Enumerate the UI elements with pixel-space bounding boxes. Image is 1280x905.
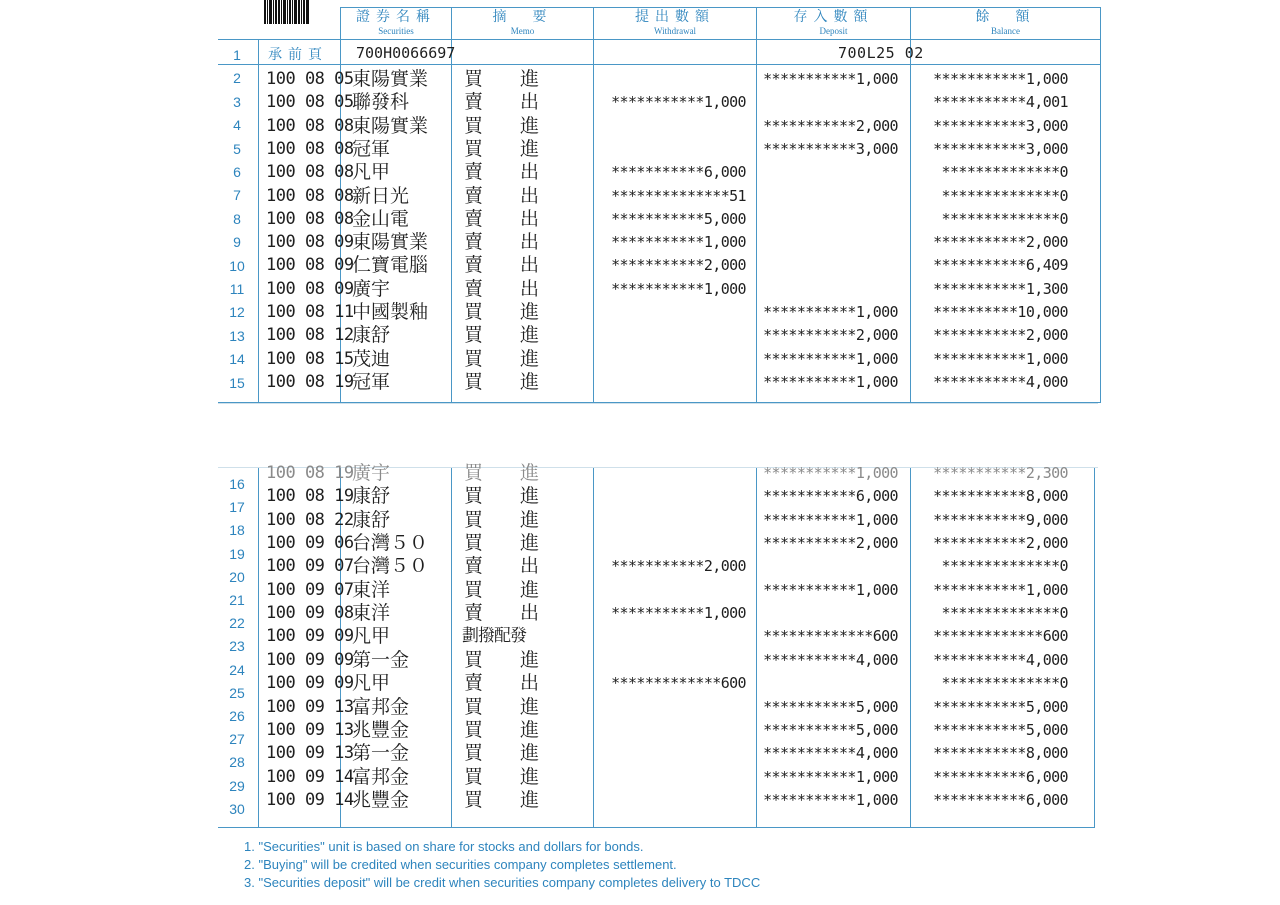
entry-deposit: ***********3,000: [763, 140, 898, 158]
entry-date: 100 09 09: [266, 626, 354, 646]
row-number: 27: [229, 731, 245, 747]
entry-balance: ***********5,000: [933, 698, 1068, 716]
header-securities: [341, 8, 451, 40]
entry-memo-direction: 出: [520, 91, 540, 113]
col-rule-withdrawal: [593, 7, 594, 403]
carry-row-rule: [218, 64, 1101, 65]
entry-memo-action: 買: [464, 68, 484, 90]
row-number: 16: [229, 476, 245, 492]
entry-withdrawal: **************51: [611, 187, 746, 205]
entry-date: 100 09 14: [266, 767, 354, 787]
entry-balance: ***********6,000: [933, 791, 1068, 809]
entry-memo-direction: 進: [520, 742, 540, 764]
entry-balance: ***********1,000: [933, 350, 1068, 368]
entry-memo-direction: 進: [520, 649, 540, 671]
entry-balance: ***********8,000: [933, 487, 1068, 505]
entry-date: 100 09 09: [266, 650, 354, 670]
entry-balance: ***********1,000: [933, 581, 1068, 599]
entry-deposit: ***********1,000: [763, 768, 898, 786]
footnote-1: 1. "Securities" unit is based on share for stocks and dollars for bonds.: [244, 839, 644, 854]
header-deposit-zh: 存入數額: [793, 9, 874, 25]
footer-rule: [218, 827, 1095, 828]
entry-date: 100 09 08: [266, 603, 354, 623]
entry-security: 凡甲: [352, 625, 391, 647]
entry-memo-direction: 進: [520, 371, 540, 393]
entry-withdrawal: ***********6,000: [611, 163, 746, 181]
entry-balance: ***********2,000: [933, 233, 1068, 251]
entry-memo-direction: 進: [520, 509, 540, 531]
header-withdrawal-en: Withdrawal: [653, 26, 697, 36]
entry-balance: ***********4,000: [933, 651, 1068, 669]
entry-memo-direction: 出: [520, 208, 540, 230]
row-number: 4: [233, 117, 241, 133]
row-number: 18: [229, 522, 245, 538]
header-memo-en: Memo: [510, 26, 535, 36]
entry-date: 100 08 05: [266, 92, 354, 112]
entry-date: 100 09 14: [266, 790, 354, 810]
entry-memo-action: 賣: [464, 555, 484, 577]
entry-withdrawal: ***********2,000: [611, 256, 746, 274]
row-number: 14: [229, 351, 245, 367]
entry-memo-action: 賣: [464, 185, 484, 207]
col-rule-withdrawal-lower: [593, 466, 594, 828]
row-number: 28: [229, 754, 245, 770]
entry-security: 台灣５０: [352, 555, 429, 577]
entry-security: 冠軍: [352, 138, 391, 160]
entry-withdrawal: ***********1,000: [611, 280, 746, 298]
entry-deposit: ***********1,000: [763, 464, 898, 482]
entry-date: 100 08 08: [266, 209, 354, 229]
entry-date: 100 09 07: [266, 556, 354, 576]
entry-deposit: ***********1,000: [763, 373, 898, 391]
entry-memo-direction: 出: [520, 254, 540, 276]
entry-memo-action: 買: [464, 532, 484, 554]
row-number: 12: [229, 304, 245, 320]
entry-memo-action: 買: [464, 696, 484, 718]
entry-security: 凡甲: [352, 161, 391, 183]
entry-date: 100 08 11: [266, 302, 354, 322]
col-rule-memo: [451, 7, 452, 403]
entry-security: 仁寶電腦: [352, 254, 429, 276]
entry-security: 新日光: [352, 185, 410, 207]
carry-forward-ref: 700L25 02: [838, 44, 924, 62]
entry-memo-direction: 出: [520, 672, 540, 694]
entry-deposit: ***********1,000: [763, 511, 898, 529]
footnote-3: 3. "Securities deposit" will be credit when securities company completes delivery to TDCC: [244, 875, 761, 890]
footnotes: [244, 838, 760, 892]
entry-balance: ***********3,000: [933, 117, 1068, 135]
entry-memo-direction: 進: [520, 138, 540, 160]
entry-balance: *************600: [933, 627, 1068, 645]
footnote-2: 2. "Buying" will be credited when securities company completes settlement.: [244, 857, 677, 872]
entry-balance: ***********4,000: [933, 373, 1068, 391]
entry-balance: ***********3,000: [933, 140, 1068, 158]
entry-date: 100 08 09: [266, 255, 354, 275]
entry-date: 100 08 09: [266, 279, 354, 299]
header-memo: [452, 8, 593, 40]
entry-date: 100 08 08: [266, 186, 354, 206]
entry-balance: ***********2,000: [933, 534, 1068, 552]
entry-memo-direction: 出: [520, 185, 540, 207]
entry-withdrawal: ***********5,000: [611, 210, 746, 228]
entry-balance: ***********2,300: [933, 464, 1068, 482]
entry-date: 100 09 13: [266, 720, 354, 740]
entry-date: 100 09 06: [266, 533, 354, 553]
entry-date: 100 08 09: [266, 232, 354, 252]
carry-forward-account: 700H0066697: [356, 44, 456, 62]
entry-memo: 劃撥配發: [462, 626, 526, 646]
entry-date: 100 08 19: [266, 463, 354, 483]
entry-memo-direction: 進: [520, 301, 540, 323]
col-rule-deposit-lower: [756, 466, 757, 828]
entry-date: 100 09 13: [266, 743, 354, 763]
entry-memo-action: 買: [464, 766, 484, 788]
entry-balance: **************0: [941, 163, 1068, 181]
entry-deposit: ***********6,000: [763, 487, 898, 505]
row-number: 20: [229, 569, 245, 585]
row-number: 2: [233, 70, 241, 86]
entry-memo-direction: 出: [520, 602, 540, 624]
entry-memo-action: 買: [464, 719, 484, 741]
entry-deposit: ***********5,000: [763, 698, 898, 716]
header-deposit-en: Deposit: [819, 26, 848, 36]
entry-security: 中國製釉: [352, 301, 429, 323]
header-withdrawal: [594, 8, 756, 40]
entry-date: 100 09 09: [266, 673, 354, 693]
row-number: 29: [229, 778, 245, 794]
entry-deposit: *************600: [763, 627, 898, 645]
entry-balance: **************0: [941, 210, 1068, 228]
col-rule-memo-lower: [451, 466, 452, 828]
entry-date: 100 08 05: [266, 69, 354, 89]
entry-security: 第一金: [352, 649, 410, 671]
entry-memo-action: 賣: [464, 254, 484, 276]
entry-security: 台灣５０: [352, 532, 429, 554]
barcode: [264, 0, 318, 24]
entry-security: 金山電: [352, 208, 410, 230]
entry-deposit: ***********2,000: [763, 117, 898, 135]
entry-deposit: ***********5,000: [763, 721, 898, 739]
entry-security: 東洋: [352, 602, 391, 624]
entry-balance: ***********1,300: [933, 280, 1068, 298]
entry-security: 康舒: [352, 485, 391, 507]
entry-withdrawal: ***********1,000: [611, 93, 746, 111]
entry-memo-direction: 出: [520, 555, 540, 577]
row-number: 19: [229, 546, 245, 562]
passbook-fold-gap: [218, 403, 1098, 468]
entry-security: 康舒: [352, 509, 391, 531]
entry-memo-action: 賣: [464, 672, 484, 694]
entry-memo-action: 買: [464, 742, 484, 764]
header-securities-zh: 證券名稱: [356, 9, 436, 25]
entry-memo-direction: 進: [520, 462, 540, 484]
entry-memo-action: 賣: [464, 208, 484, 230]
entry-security: 茂迪: [352, 348, 391, 370]
entry-security: 康舒: [352, 324, 391, 346]
col-rule-rownum: [258, 40, 259, 403]
row-number: 21: [229, 592, 245, 608]
entry-date: 100 09 07: [266, 580, 354, 600]
row-number: 5: [233, 141, 241, 157]
entry-memo-action: 買: [464, 509, 484, 531]
entry-deposit: ***********4,000: [763, 744, 898, 762]
header-balance: [911, 8, 1100, 40]
entry-memo-action: 賣: [464, 231, 484, 253]
row-number: 11: [229, 281, 245, 297]
entry-memo-action: 賣: [464, 602, 484, 624]
col-rule-rownum-lower: [258, 466, 259, 828]
entry-memo-direction: 進: [520, 532, 540, 554]
entry-withdrawal: *************600: [611, 674, 746, 692]
entry-memo-action: 買: [464, 485, 484, 507]
entry-withdrawal: ***********1,000: [611, 233, 746, 251]
entry-deposit: ***********1,000: [763, 303, 898, 321]
entry-memo-direction: 進: [520, 696, 540, 718]
entry-memo-direction: 進: [520, 68, 540, 90]
entry-balance: ***********6,409: [933, 256, 1068, 274]
entry-memo-direction: 進: [520, 324, 540, 346]
header-balance-zh: 餘 額: [975, 9, 1036, 25]
entry-date: 100 08 08: [266, 116, 354, 136]
header-securities-en: Securities: [378, 26, 414, 36]
entry-balance: ***********5,000: [933, 721, 1068, 739]
entry-balance: ***********9,000: [933, 511, 1068, 529]
entry-memo-action: 買: [464, 579, 484, 601]
entry-balance: **************0: [941, 674, 1068, 692]
entry-memo-action: 賣: [464, 161, 484, 183]
row-number: 30: [229, 801, 245, 817]
row-number: 9: [233, 234, 241, 250]
entry-security: 廣宇: [352, 462, 391, 484]
entry-security: 第一金: [352, 742, 410, 764]
entry-withdrawal: ***********1,000: [611, 604, 746, 622]
entry-balance: **************0: [941, 557, 1068, 575]
row-number: 1: [233, 47, 241, 63]
entry-memo-direction: 進: [520, 719, 540, 741]
carry-forward-label: 承前頁: [268, 47, 328, 63]
entry-security: 東陽實業: [352, 115, 429, 137]
entry-date: 100 08 08: [266, 139, 354, 159]
entry-security: 冠軍: [352, 371, 391, 393]
entry-balance: **************0: [941, 187, 1068, 205]
entry-security: 富邦金: [352, 696, 410, 718]
entry-date: 100 08 08: [266, 162, 354, 182]
entry-memo-direction: 進: [520, 766, 540, 788]
entry-memo-action: 買: [464, 348, 484, 370]
entry-date: 100 08 19: [266, 486, 354, 506]
entry-withdrawal: ***********2,000: [611, 557, 746, 575]
entry-date: 100 08 12: [266, 325, 354, 345]
entry-security: 兆豐金: [352, 719, 410, 741]
entry-memo-direction: 出: [520, 231, 540, 253]
entry-balance: **********10,000: [933, 303, 1068, 321]
row-number: 8: [233, 211, 241, 227]
header-deposit: [757, 8, 910, 40]
entry-date: 100 08 22: [266, 510, 354, 530]
entry-memo-action: 買: [464, 324, 484, 346]
entry-memo-direction: 進: [520, 348, 540, 370]
entry-security: 富邦金: [352, 766, 410, 788]
entry-balance: ***********8,000: [933, 744, 1068, 762]
row-number: 24: [229, 662, 245, 678]
entry-memo-action: 買: [464, 462, 484, 484]
entry-memo-action: 買: [464, 301, 484, 323]
entry-deposit: ***********1,000: [763, 791, 898, 809]
row-number: 15: [229, 375, 245, 391]
row-number: 17: [229, 499, 245, 515]
entry-memo-direction: 進: [520, 789, 540, 811]
row-number: 10: [229, 258, 245, 274]
entry-balance: ***********4,001: [933, 93, 1068, 111]
header-withdrawal-zh: 提出數額: [635, 9, 715, 25]
entry-memo-direction: 出: [520, 278, 540, 300]
row-number: 3: [233, 94, 241, 110]
col-rule-balance-lower: [910, 466, 911, 828]
entry-memo-action: 賣: [464, 278, 484, 300]
entry-deposit: ***********2,000: [763, 326, 898, 344]
entry-memo-action: 買: [464, 789, 484, 811]
entry-memo-direction: 進: [520, 485, 540, 507]
entry-memo-action: 買: [464, 371, 484, 393]
row-number: 25: [229, 685, 245, 701]
entry-date: 100 09 13: [266, 697, 354, 717]
header-memo-zh: 摘 要: [492, 9, 553, 25]
col-rule-deposit: [756, 7, 757, 403]
entry-balance: ***********2,000: [933, 326, 1068, 344]
entry-security: 凡甲: [352, 672, 391, 694]
row-number: 13: [229, 328, 245, 344]
entry-balance: ***********6,000: [933, 768, 1068, 786]
entry-memo-action: 買: [464, 115, 484, 137]
entry-deposit: ***********1,000: [763, 350, 898, 368]
row-number: 22: [229, 615, 245, 631]
entry-deposit: ***********1,000: [763, 70, 898, 88]
entry-security: 兆豐金: [352, 789, 410, 811]
col-rule-balance: [910, 7, 911, 403]
entry-security: 東陽實業: [352, 68, 429, 90]
entry-security: 東洋: [352, 579, 391, 601]
entry-balance: ***********1,000: [933, 70, 1068, 88]
entry-memo-direction: 進: [520, 579, 540, 601]
row-number: 23: [229, 638, 245, 654]
row-number: 6: [233, 164, 241, 180]
entry-balance: **************0: [941, 604, 1068, 622]
entry-deposit: ***********2,000: [763, 534, 898, 552]
entry-security: 聯發科: [352, 91, 410, 113]
entry-security: 廣宇: [352, 278, 391, 300]
entry-deposit: ***********4,000: [763, 651, 898, 669]
entry-security: 東陽實業: [352, 231, 429, 253]
col-rule-right: [1100, 7, 1101, 403]
entry-memo-direction: 出: [520, 161, 540, 183]
entry-memo-action: 買: [464, 649, 484, 671]
col-rule-right-lower: [1094, 466, 1095, 828]
entry-deposit: ***********1,000: [763, 581, 898, 599]
entry-memo-action: 賣: [464, 91, 484, 113]
entry-date: 100 08 15: [266, 349, 354, 369]
entry-date: 100 08 19: [266, 372, 354, 392]
row-number: 26: [229, 708, 245, 724]
entry-memo-direction: 進: [520, 115, 540, 137]
header-balance-en: Balance: [991, 26, 1020, 36]
entry-memo-action: 買: [464, 138, 484, 160]
row-number: 7: [233, 187, 241, 203]
